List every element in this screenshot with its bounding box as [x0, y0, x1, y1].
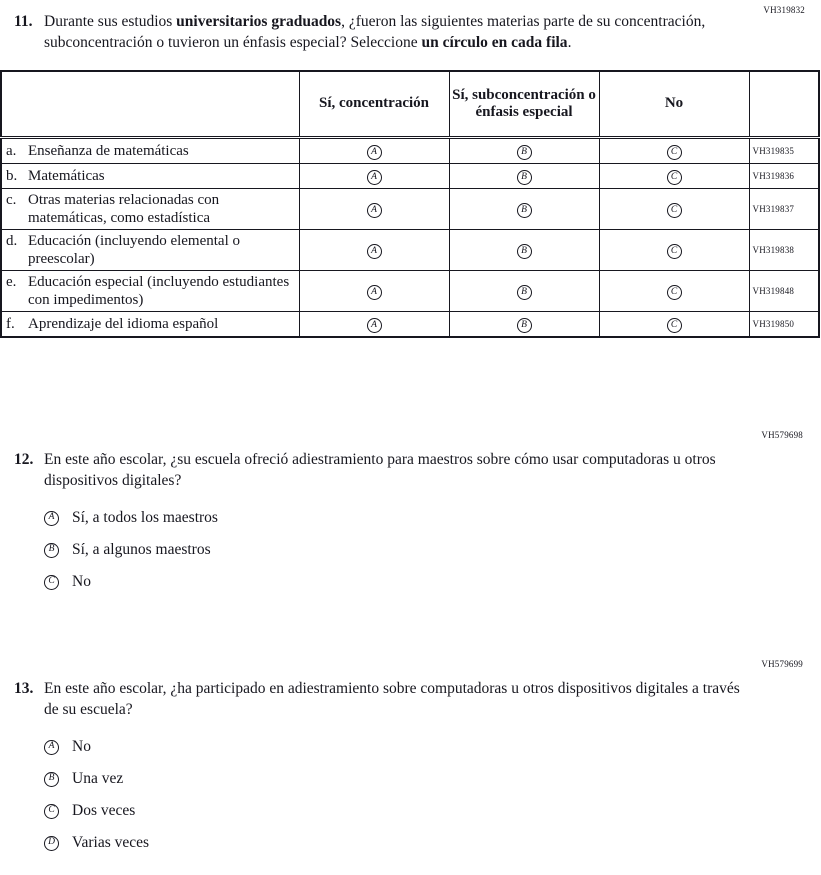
table-row: [1, 270, 819, 311]
option-row: [44, 833, 821, 854]
row-letter: f.: [6, 315, 15, 332]
row-code: VH319837: [749, 188, 819, 229]
option-row: [44, 801, 821, 822]
answer-bubble-b[interactable]: B: [517, 170, 532, 185]
row-label: Educación (incluyendo elemental o preescolar): [28, 232, 240, 267]
question-13: [14, 679, 821, 721]
question-13-code: VH579699: [761, 658, 803, 669]
answer-bubble-c[interactable]: C: [667, 203, 682, 218]
table-row: [1, 163, 819, 188]
option-row: [44, 540, 821, 561]
answer-bubble-a[interactable]: A: [367, 170, 382, 185]
row-label: Enseñanza de matemáticas: [28, 142, 189, 159]
answer-bubble-b[interactable]: B: [44, 543, 59, 558]
table-row: [1, 137, 819, 163]
answer-bubble-c[interactable]: C: [667, 145, 682, 160]
option-row: [44, 737, 821, 758]
question-12-code: VH579698: [761, 429, 803, 440]
header-code-blank: [749, 71, 819, 138]
table-header-row: [1, 71, 819, 138]
answer-bubble-c[interactable]: C: [44, 575, 59, 590]
answer-bubble-b[interactable]: B: [517, 145, 532, 160]
row-code: VH319836: [749, 163, 819, 188]
option-label: Sí, a todos los maestros: [72, 509, 218, 527]
answer-bubble-a[interactable]: A: [367, 244, 382, 259]
answer-bubble-c[interactable]: C: [667, 318, 682, 333]
header-blank: [1, 71, 299, 138]
answer-bubble-a[interactable]: A: [44, 740, 59, 755]
option-label: Varias veces: [72, 834, 150, 852]
table-row: [1, 188, 819, 229]
row-letter: b.: [6, 167, 18, 184]
row-letter: a.: [6, 142, 17, 159]
option-label: No: [72, 573, 91, 591]
row-code: VH319838: [749, 229, 819, 270]
question-11-number: 11.: [14, 13, 33, 30]
row-label: Matemáticas: [28, 167, 105, 184]
header-si-concentracion: Sí, concentración: [299, 71, 449, 138]
option-label: Dos veces: [72, 802, 136, 820]
question-11-text: Durante sus estudios universitarios graduados, ¿fueron las siguientes materias parte de su concentración, subconcentración o tuvieron un énfasis especial? Seleccione un círculo en cada fila.: [44, 13, 706, 51]
option-row: [44, 769, 821, 790]
row-letter: d.: [6, 232, 18, 249]
question-12: [14, 450, 821, 492]
answer-bubble-c[interactable]: C: [44, 804, 59, 819]
answer-bubble-b[interactable]: B: [44, 772, 59, 787]
answer-bubble-d[interactable]: D: [44, 836, 59, 851]
table-row: [1, 229, 819, 270]
answer-bubble-a[interactable]: A: [367, 145, 382, 160]
question-12-text: En este año escolar, ¿su escuela ofreció adiestramiento para maestros sobre cómo usar computadoras u otros dispositivos digitales?: [44, 450, 716, 489]
table-row: [1, 311, 819, 337]
question-11-code: VH319832: [763, 5, 805, 15]
row-letter: c.: [6, 191, 17, 208]
question-11: [14, 0, 821, 54]
question-12-options: [44, 508, 821, 593]
row-code: VH319835: [749, 137, 819, 163]
row-label: Aprendizaje del idioma español: [28, 315, 219, 332]
header-si-subconcentracion: Sí, subconcentración o énfasis especial: [449, 71, 599, 138]
header-no: No: [599, 71, 749, 138]
option-row: [44, 508, 821, 529]
question-13-options: [44, 737, 821, 854]
answer-bubble-c[interactable]: C: [667, 244, 682, 259]
option-label: Sí, a algunos maestros: [72, 541, 211, 559]
option-label: Una vez: [72, 770, 124, 788]
question-13-number: 13.: [14, 679, 34, 697]
question-12-number: 12.: [14, 450, 34, 468]
row-label: Educación especial (incluyendo estudiantes con impedimentos): [28, 273, 290, 308]
option-label: No: [72, 738, 91, 756]
answer-bubble-c[interactable]: C: [667, 285, 682, 300]
q11-response-table: [0, 70, 820, 338]
answer-bubble-b[interactable]: B: [517, 244, 532, 259]
question-13-text: En este año escolar, ¿ha participado en adiestramiento sobre computadoras u otros dispositivos digitales a través de su escuela?: [44, 679, 740, 718]
answer-bubble-b[interactable]: B: [517, 318, 532, 333]
answer-bubble-b[interactable]: B: [517, 285, 532, 300]
answer-bubble-a[interactable]: A: [44, 511, 59, 526]
answer-bubble-b[interactable]: B: [517, 203, 532, 218]
row-letter: e.: [6, 273, 17, 290]
option-row: [44, 572, 821, 593]
answer-bubble-c[interactable]: C: [667, 170, 682, 185]
row-code: VH319850: [749, 311, 819, 337]
answer-bubble-a[interactable]: A: [367, 203, 382, 218]
answer-bubble-a[interactable]: A: [367, 318, 382, 333]
row-label: Otras materias relacionadas con matemáticas, como estadística: [28, 191, 220, 226]
answer-bubble-a[interactable]: A: [367, 285, 382, 300]
row-code: VH319848: [749, 270, 819, 311]
